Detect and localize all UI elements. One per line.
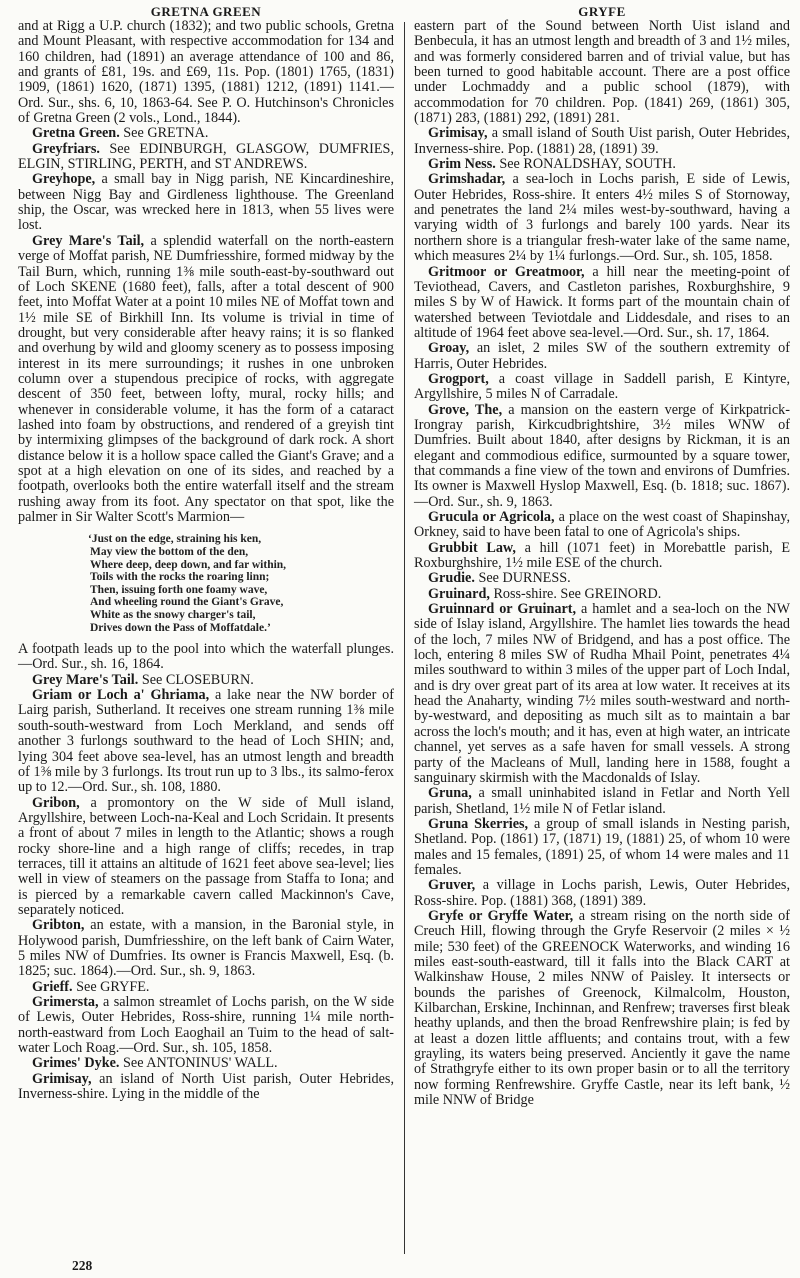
gazetteer-entry bbox=[414, 571, 790, 586]
entry-text: a mansion on the eastern verge of Kirkpatrick-Irongray parish, Kirkcudbrightshire, 3½ miles WNW of Dumfries. Built about 1840, after designs by Rickman, it is an elegant and commodious edifice, surmounted by a square tower, that commands a fine view of the town and environs of Dumfries. Its owner is Maxwell Hyslop Maxwell, Esq. (b. 1818; suc. 1867).—Ord. Sur., sh. 9, 1863. bbox=[414, 401, 790, 510]
gazetteer-entry bbox=[18, 796, 394, 919]
poem-line: Where deep, deep down, and far within, bbox=[90, 558, 287, 571]
gazetteer-entry bbox=[414, 157, 790, 172]
entry-text: an islet, 2 miles SW of the southern extremity of Harris, Outer Hebrides. bbox=[414, 340, 790, 372]
entry-headword: Gritmoor or Greatmoor, bbox=[428, 263, 585, 280]
entry-headword: Grimisay, bbox=[428, 125, 488, 142]
entry-headword: Grogport, bbox=[428, 370, 489, 387]
entry-text: a coast village in Saddell parish, E Kintyre, Argyllshire, 5 miles N of Carradale. bbox=[414, 370, 790, 403]
entry-headword: Grim Ness. bbox=[428, 156, 496, 173]
entry-text: See CLOSEBURN. bbox=[138, 671, 254, 688]
entry-headword: Gribon, bbox=[32, 794, 80, 811]
entry-text: See RONALDSHAY, SOUTH. bbox=[495, 156, 676, 173]
entry-headword: Gruinnard or Gruinart, bbox=[428, 601, 577, 618]
gazetteer-entry bbox=[414, 587, 790, 602]
gazetteer-entry bbox=[18, 980, 394, 995]
entry-text: a hill (1071 feet) in Morebattle parish, E Roxburghshire, 1½ mile ESE of the church. bbox=[414, 539, 790, 572]
entry-text: a sea-loch in Lochs parish, E side of Lewis, Outer Hebrides, Ross-shire. It enters 4½ miles S of Stornoway, and penetrates the land 2¼ miles west-by-southward, having a varying width of 3 furlongs and barely 100 yards. Near its northern shore is a triangular fresh-water lake of the same name, which measures 2¼ by 1¼ furlongs.—Ord. Sur., sh. 105, 1858. bbox=[414, 171, 790, 265]
entry-text: an island of North Uist parish, Outer Hebrides, Inverness-shire. Lying in the middle of the bbox=[18, 1070, 394, 1103]
entry-headword: Grimisay, bbox=[32, 1070, 92, 1087]
entry-text: eastern part of the Sound between North Uist island and Benbecula, it has an utmost length and breadth of 3 and 1½ miles, and was formerly considered barren and of trivial value, but has been turned to good habitable account. There are a post office under Lochmaddy and a public school (1879), with accommodation for 70 children. Pop. (1841) 269, (1861) 305, (1871) 283, (1881) 292, (1891) 281. bbox=[414, 18, 790, 127]
gazetteer-entry bbox=[414, 265, 790, 342]
gazetteer-entry bbox=[414, 786, 790, 817]
entry-headword: Gruinard, bbox=[428, 585, 490, 602]
gazetteer-entry bbox=[18, 19, 394, 126]
left-entries bbox=[18, 19, 394, 525]
entry-headword: Greyfriars. bbox=[32, 140, 100, 157]
entry-text: See DURNESS. bbox=[474, 570, 571, 587]
entry-headword: Grubbit Law, bbox=[428, 539, 516, 556]
entry-text: a small island of South Uist parish, Outer Hebrides, Inverness-shire. Pop. (1881) 28, (1891) 39. bbox=[414, 125, 790, 157]
gazetteer-entry bbox=[18, 142, 394, 173]
entry-headword: Gretna Green. bbox=[32, 125, 120, 142]
entry-text: See GRETNA. bbox=[119, 125, 209, 142]
entry-headword: Griam or Loch a' Ghriama, bbox=[32, 687, 210, 704]
entry-headword: Groay, bbox=[428, 340, 470, 357]
entry-text: a group of small islands in Nesting parish, Shetland. Pop. (1861) 17, (1871) 19, (1881) 25, of whom 10 were males and 15 females, (1891) 25, of whom 14 were males and 11 females. bbox=[414, 815, 790, 878]
entry-text: a small bay in Nigg parish, NE Kincardineshire, between Nigg Bay and Girdleness lighthouse. The Greenland ship, the Oscar, was wrecked here in 1813, when 55 lives were lost. bbox=[18, 171, 394, 234]
gazetteer-entry bbox=[18, 172, 394, 233]
poem-line: And wheeling round the Giant's Grave, bbox=[90, 596, 284, 609]
gazetteer-entry bbox=[18, 642, 394, 673]
right-entries bbox=[414, 19, 790, 1108]
entry-headword: Grudie. bbox=[428, 570, 475, 587]
entry-headword: Gruna, bbox=[428, 785, 472, 802]
left-column bbox=[18, 19, 394, 1102]
poem-line: Toils with the rocks the roaring linn; bbox=[90, 571, 270, 584]
entry-text: a hamlet and a sea-loch on the NW side of Islay island, Argyllshire. The hamlet lies towards the head of the loch, 7 miles NW of Bridgend, and has a post office. The loch, entering 8 miles SW of Rudha Mhail Point, penetrates 4¼ miles southward to within 3 miles of the upper part of Loch Indal, and is dry over great part of its area at low water. It receives at its head the Anaharty, winding 7½ miles south-westward and north-by-westward, and depositing as much silt as to maintain a bar across the loch's mouth; and it has, even at high water, an intricate channel, yet serves as a safe haven for small vessels. A strong party of the Macleans of Mull, landing here in 1588, fought a sanguinary skirmish with the Macdonalds of Islay. bbox=[414, 601, 790, 786]
gazetteer-entry bbox=[414, 19, 790, 126]
entry-text: a village in Lochs parish, Lewis, Outer Hebrides, Ross-shire. Pop. (1881) 368, (1891) 389. bbox=[414, 877, 790, 909]
entry-text: a place on the west coast of Shapinshay, Orkney, said to have been fatal to one of Agricola's ships. bbox=[414, 509, 790, 541]
running-head-right: GRYFE bbox=[578, 4, 626, 19]
marmion-quotation bbox=[88, 533, 394, 634]
gazetteer-entry bbox=[18, 1072, 394, 1103]
entry-headword: Grey Mare's Tail, bbox=[32, 232, 145, 249]
entry-headword: Grimes' Dyke. bbox=[32, 1055, 120, 1072]
entry-headword: Greyhope, bbox=[32, 171, 96, 188]
gazetteer-entry bbox=[414, 126, 790, 157]
gazetteer-entry bbox=[414, 172, 790, 264]
gazetteer-entry bbox=[414, 541, 790, 572]
gazetteer-entry bbox=[414, 602, 790, 786]
entry-text: a splendid waterfall on the north-eastern verge of Moffat parish, NE Dumfriesshire, formed midway by the Tail Burn, which, running 1⅜ mile south-east-by-southward out of Loch SKENE (1680 feet), falls, after a total descent of 900 feet, into Moffat Water at a point 10 miles NE of Moffat town and 1½ mile SE of Birkhill Inn. Its volume is trivial in time of drought, but very considerable after heavy rains; it is so flanked and overhung by wild and gloomy scenery as to possess imposing interest in its mere surroundings; it rushes in one unbroken column over a stupendous precipice of rocks, with aggregate descent of 350 feet, between lofty, mural, rocky hills; and whenever in considerable volume, it has the form of a cataract lashed into foam by obstructions, and rendered of a greyish tint by intermixing glimpses of the background of dark rock. A short distance below it is a hollow space called the Giant's Grave; and a spot at a high elevation on one of its sides, and reached by a footpath, overlooks both the entire waterfall itself and the stream rushing away from its foot. Any spectator on that spot, like the palmer in Sir Walter Scott's Marmion— bbox=[18, 232, 394, 525]
entry-text: a promontory on the W side of Mull island, Argyllshire, between Loch-na-Keal and Loch Scridain. It presents a front of about 7 miles in length to the Atlantic; shows a rough rocky shore-line and a high range of cliffs; recedes, in trap terraces, till it attains an altitude of 1621 feet above sea-level; lies well in view of steamers on the passage from Staffa to Iona; and is pierced by a remarkable cavern called Mackinnon's Cave, separately noticed. bbox=[18, 794, 394, 918]
left-entries-continued bbox=[18, 642, 394, 1102]
entry-text: a stream rising on the north side of Creuch Hill, flowing through the Gryfe Reservoir (2 miles × ½ mile; 530 feet) of the GREENOCK Waterworks, and winding 16 miles east-south-eastward, till it falls into the Black CART at Walkinshaw House, 2 miles NNW of Paisley. It intersects or bounds the parishes of Greenock, Kilmalcolm, Houston, Kilbarchan, Erskine, Inchinnan, and Renfrew; traverses first bleak heathy uplands, and then the broad Renfrewshire plain; is fed by at least a dozen little affluents; and contains trout, with a few grayling, its waters being preserved. Anciently it gave the name of Strathgryfe either to its own proper basin or to all the territory now forming Renfrewshire. Gryffe Castle, near its left bank, ½ mile NNW of Bridge bbox=[414, 907, 790, 1109]
gazetteer-entry bbox=[414, 403, 790, 510]
poem-line: White as the snowy charger's tail, bbox=[90, 608, 256, 621]
gazetteer-entry bbox=[414, 510, 790, 541]
running-head-left: GRETNA GREEN bbox=[150, 4, 262, 19]
entry-text: See ANTONINUS' WALL. bbox=[119, 1055, 278, 1072]
entry-headword: Gryfe or Gryffe Water, bbox=[428, 907, 574, 924]
entry-headword: Grimshadar, bbox=[428, 171, 506, 188]
poem-line: Drives down the Pass of Moffatdale.’ bbox=[90, 621, 271, 634]
entry-headword: Grove, The, bbox=[428, 401, 503, 418]
poem-line: ‘Just on the edge, straining his ken, bbox=[88, 533, 262, 546]
entry-text: a salmon streamlet of Lochs parish, on the W side of Lewis, Outer Hebrides, Ross-shire, running 1¼ mile north-north-eastward from Loch Eaoghail an Tuim to the head of salt-water Loch Roag.—Ord. Sur., sh. 105, 1858. bbox=[18, 994, 394, 1057]
column-divider bbox=[404, 22, 405, 1254]
right-column bbox=[414, 19, 790, 1108]
entry-text: a lake near the NW border of Lairg parish, Sutherland. It receives one stream running 1⅜ mile south-south-westward from Loch Merkland, and sends off another 3 furlongs southward to the head of Loch SHIN; and, lying 304 feet above sea-level, has an utmost length and breadth of 1⅜ mile by 3 furlongs. Its trout run up to 3 lbs., its salmo-ferox up to 12.—Ord. Sur., sh. 108, 1880. bbox=[18, 687, 394, 796]
gazetteer-entry bbox=[414, 909, 790, 1108]
poem-line: May view the bottom of the den, bbox=[90, 545, 249, 558]
entry-text: A footpath leads up to the pool into which the waterfall plunges.—Ord. Sur., sh. 16, 1864. bbox=[18, 641, 394, 673]
entry-text: See GRYFE. bbox=[72, 978, 150, 995]
entry-headword: Grieff. bbox=[32, 978, 73, 995]
gazetteer-entry bbox=[18, 234, 394, 526]
gazetteer-entry bbox=[18, 1056, 394, 1071]
gazetteer-entry bbox=[18, 688, 394, 795]
gazetteer-entry bbox=[414, 341, 790, 372]
page-number: 228 bbox=[72, 1258, 93, 1273]
entry-text: See EDINBURGH, GLASGOW, DUMFRIES, ELGIN, STIRLING, PERTH, and ST ANDREWS. bbox=[18, 140, 394, 173]
gazetteer-entry bbox=[18, 918, 394, 979]
entry-text: an estate, with a mansion, in the Baronial style, in Holywood parish, Dumfriesshire, on the left bank of Cairn Water, 5 miles NW of Dumfries. Its owner is Francis Maxwell, Esq. (b. 1825; suc. 1864).—Ord. Sur., sh. 9, 1863. bbox=[18, 917, 394, 980]
gazetteer-entry bbox=[414, 878, 790, 909]
entry-text: a small uninhabited island in Fetlar and North Yell parish, Shetland, 1½ mile N of Fetlar island. bbox=[414, 785, 790, 817]
entry-headword: Gribton, bbox=[32, 917, 85, 934]
entry-text: Ross-shire. See GREINORD. bbox=[489, 585, 662, 602]
entry-text: a hill near the meeting-point of Teviothead, Cavers, and Castleton parishes, Roxburghshire, 9 miles S by W of Hawick. It forms part of the mountain chain of watershed between Teviotdale and Liddesdale, and rises to an altitude of 1964 feet above sea-level.—Ord. Sur., sh. 17, 1864. bbox=[414, 263, 790, 341]
entry-headword: Grimersta, bbox=[32, 994, 99, 1010]
gazetteer-entry bbox=[18, 995, 394, 1056]
entry-headword: Gruna Skerries, bbox=[428, 815, 529, 832]
gazetteer-entry bbox=[18, 126, 394, 141]
entry-headword: Gruver, bbox=[428, 877, 476, 894]
gazetteer-entry bbox=[18, 673, 394, 688]
entry-text: and at Rigg a U.P. church (1832); and two public schools, Gretna and Mount Pleasant, with respective accommodation for 134 and 160 children, had (1891) an average attendance of 100 and 86, and grants of £81, 19s. and £69, 11s. Pop. (1801) 1765, (1831) 1909, (1861) 1620, (1871) 1395, (1881) 1212, (1891) 1141.—Ord. Sur., shs. 6, 10, 1863-64. See P. O. Hutchinson's Chronicles of Gretna Green (2 vols., Lond., 1844). bbox=[18, 18, 394, 127]
poem-line: Then, issuing forth one foamy wave, bbox=[90, 583, 268, 596]
gazetteer-entry bbox=[414, 372, 790, 403]
entry-headword: Grucula or Agricola, bbox=[428, 509, 555, 525]
entry-headword: Grey Mare's Tail. bbox=[32, 671, 139, 688]
gazetteer-entry bbox=[414, 817, 790, 878]
